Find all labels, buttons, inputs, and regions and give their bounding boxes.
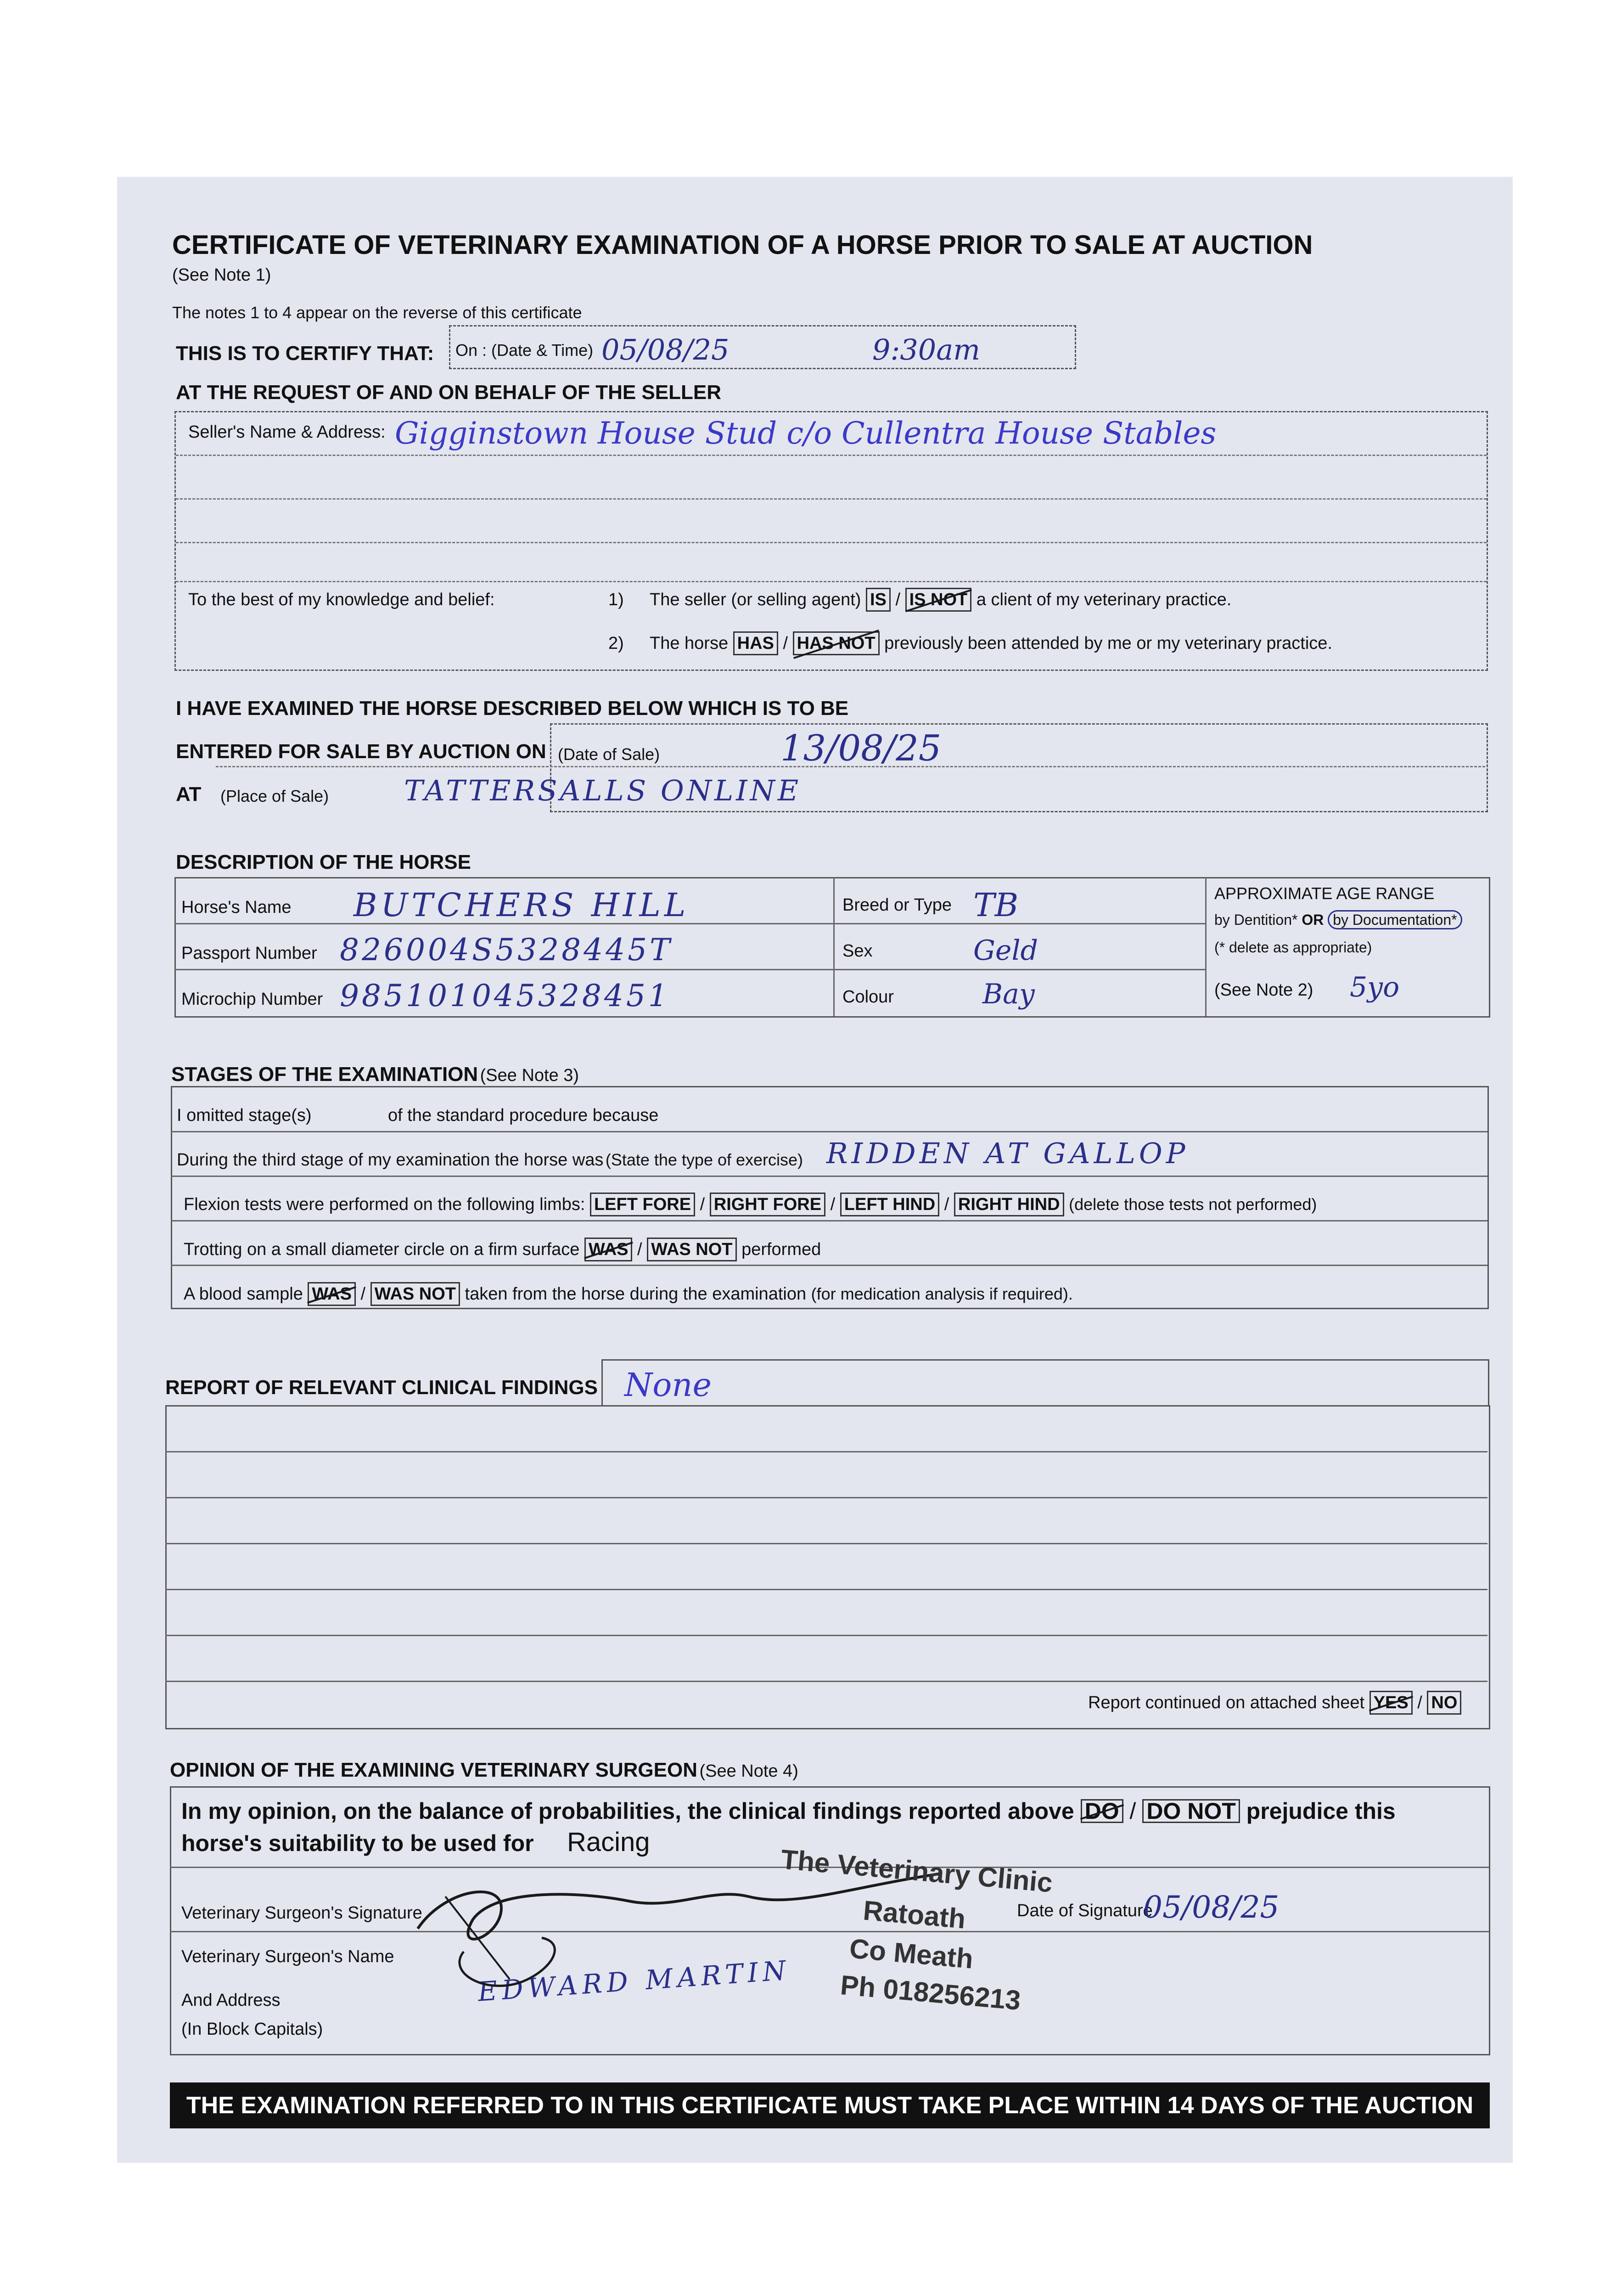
stages-row-4 — [171, 1265, 1487, 1266]
description-col-2 — [1205, 877, 1207, 1016]
breed-label: Breed or Type — [842, 895, 952, 915]
flex-slash-3: / — [944, 1195, 949, 1214]
report-heading: REPORT OF RELEVANT CLINICAL FINDINGS — [165, 1376, 598, 1399]
trotting-was-not-option[interactable]: WAS NOT — [647, 1238, 736, 1261]
belief-item-2-tail: previously been attended by me or my veterinary practice. — [884, 634, 1332, 653]
age-method — [1214, 912, 1462, 929]
left-hind-option[interactable]: LEFT HIND — [840, 1193, 939, 1216]
opinion-heading-text: OPINION OF THE EXAMINING VETERINARY SURGEON — [170, 1759, 698, 1781]
report-first-line-box — [601, 1359, 1489, 1407]
date-of-sale-value[interactable]: 13/08/25 — [780, 728, 942, 769]
left-fore-option[interactable]: LEFT FORE — [590, 1193, 695, 1216]
opinion-heading — [170, 1759, 798, 1782]
blood-was-option[interactable]: WAS — [308, 1282, 356, 1306]
third-stage-label: During the third stage of my examination the horse was — [177, 1150, 604, 1170]
flexion-label: Flexion tests were performed on the following limbs: — [184, 1195, 585, 1214]
at-label: AT — [176, 783, 202, 805]
signature-label: Veterinary Surgeon's Signature — [181, 1903, 422, 1923]
date-of-signature-value[interactable]: 05/08/25 — [1143, 1890, 1280, 1925]
third-stage-row — [177, 1150, 803, 1170]
belief-item-1-tail: a client of my veterinary practice. — [976, 590, 1232, 609]
slash-1: / — [895, 590, 901, 609]
third-stage-note: (State the type of exercise) — [605, 1150, 803, 1169]
report-line-2 — [165, 1497, 1487, 1498]
stages-heading — [171, 1063, 579, 1086]
blood-was-not-option[interactable]: WAS NOT — [370, 1282, 460, 1306]
blood-label-a: A blood sample — [184, 1284, 303, 1304]
slash-2: / — [783, 634, 788, 653]
entered-heading: ENTERED FOR SALE BY AUCTION ON — [176, 740, 546, 763]
stages-row-3 — [171, 1220, 1487, 1221]
do-option[interactable]: DO — [1081, 1799, 1123, 1823]
description-heading: DESCRIPTION OF THE HORSE — [176, 851, 471, 873]
report-no-option[interactable]: NO — [1427, 1691, 1461, 1715]
horse-name-label: Horse's Name — [181, 898, 292, 917]
description-row-1 — [174, 923, 1205, 924]
seller-request-heading: AT THE REQUEST OF AND ON BEHALF OF THE SELLER — [176, 381, 721, 404]
sex-label: Sex — [842, 941, 873, 961]
opinion-text-a: In my opinion, on the balance of probabilities, the clinical findings reported above — [181, 1798, 1074, 1824]
belief-label: To the best of my knowledge and belief: — [188, 590, 495, 609]
address-label: And Address — [181, 1991, 281, 2010]
report-continued-row — [1088, 1691, 1461, 1715]
purpose-value[interactable]: Racing — [567, 1827, 650, 1857]
page-title: CERTIFICATE OF VETERINARY EXAMINATION OF A HORSE PRIOR TO SALE AT AUCTION — [172, 230, 1313, 260]
stamp-line-3: Co Meath — [848, 1933, 975, 1975]
age-or: OR — [1302, 912, 1324, 928]
blood-slash: / — [360, 1284, 366, 1304]
report-line-6 — [165, 1681, 1487, 1682]
blood-label-b: taken from the horse during the examination — [465, 1284, 807, 1304]
age-by-dentition[interactable]: by Dentition* — [1214, 912, 1298, 928]
examined-heading: I HAVE EXAMINED THE HORSE DESCRIBED BELOW WHICH IS TO BE — [176, 697, 849, 720]
date-of-sale-label: (Date of Sale) — [558, 745, 660, 764]
age-title: APPROXIMATE AGE RANGE — [1214, 884, 1435, 903]
report-line-3 — [165, 1543, 1487, 1544]
block-capitals-label: (In Block Capitals) — [181, 2020, 323, 2039]
opinion-heading-note: (See Note 4) — [699, 1761, 798, 1781]
age-see-note: (See Note 2) — [1214, 980, 1313, 1000]
omitted-label-b: of the standard procedure because — [388, 1106, 659, 1125]
see-note-1: (See Note 1) — [172, 265, 271, 285]
opinion-statement — [181, 1798, 1396, 1824]
age-value[interactable]: 5yo — [1350, 971, 1400, 1003]
is-not-option[interactable]: IS NOT — [905, 588, 972, 612]
blood-row — [184, 1282, 1073, 1306]
belief-item-2-text: The horse — [650, 634, 729, 653]
do-not-option[interactable]: DO NOT — [1142, 1799, 1240, 1823]
seller-name-value[interactable]: Gigginstown House Stud c/o Cullentra House Stables — [395, 416, 1217, 451]
has-not-option[interactable]: HAS NOT — [793, 631, 880, 655]
microchip-label: Microchip Number — [181, 990, 323, 1009]
passport-label: Passport Number — [181, 944, 317, 963]
seller-line-1 — [176, 455, 1487, 456]
description-row-2 — [174, 969, 1205, 970]
report-continued-label: Report continued on attached sheet — [1088, 1693, 1365, 1712]
colour-label: Colour — [842, 987, 894, 1007]
stages-row-1 — [171, 1131, 1487, 1132]
stages-heading-text: STAGES OF THE EXAMINATION — [171, 1063, 478, 1086]
opinion-slash: / — [1129, 1798, 1136, 1824]
right-fore-option[interactable]: RIGHT FORE — [710, 1193, 825, 1216]
trotting-was-option[interactable]: WAS — [584, 1238, 633, 1261]
report-line-1 — [165, 1451, 1487, 1452]
stages-heading-note: (See Note 3) — [480, 1066, 579, 1085]
exam-date-value: 05/08/25 — [601, 333, 730, 366]
trotting-label: Trotting on a small diameter circle on a firm surface — [184, 1240, 580, 1259]
blood-note: (for medication analysis if required). — [811, 1284, 1073, 1303]
flex-slash-2: / — [830, 1195, 836, 1214]
flexion-note: (delete those tests not performed) — [1069, 1195, 1317, 1214]
sex-value[interactable]: Geld — [973, 934, 1038, 967]
has-option[interactable]: HAS — [733, 631, 778, 655]
belief-item-2 — [650, 631, 1332, 655]
report-line-4 — [165, 1589, 1487, 1590]
place-of-sale-value[interactable]: TATTERSALLS ONLINE — [404, 774, 802, 807]
footer-banner: THE EXAMINATION REFERRED TO IN THIS CERTIFICATE MUST TAKE PLACE WITHIN 14 DAYS OF THE AUCTION — [170, 2082, 1490, 2128]
trotting-performed: performed — [741, 1240, 821, 1259]
microchip-value[interactable]: 985101045328451 — [340, 978, 670, 1013]
belief-item-1 — [650, 588, 1231, 612]
opinion-text-b: prejudice this — [1246, 1798, 1396, 1824]
exam-time-value: 9:30am — [872, 333, 980, 366]
flex-slash-1: / — [700, 1195, 705, 1214]
opinion-text-c: horse's suitability to be used for — [181, 1830, 534, 1856]
date-time-label: On : (Date & Time) — [455, 341, 594, 360]
passport-value[interactable]: 826004S5328445T — [340, 932, 673, 968]
description-col-1 — [833, 877, 835, 1016]
belief-item-2-number: 2) — [608, 634, 624, 653]
trotting-row — [184, 1238, 821, 1261]
certify-label: THIS IS TO CERTIFY THAT: — [176, 342, 434, 365]
vet-name-value[interactable]: EDWARD MARTIN — [477, 1954, 791, 2008]
belief-item-1-number: 1) — [608, 590, 624, 609]
name-label: Veterinary Surgeon's Name — [181, 1947, 394, 1966]
notes-line: The notes 1 to 4 appear on the reverse of this certificate — [172, 303, 582, 322]
stamp-line-4: Ph 018256213 — [839, 1969, 1022, 2016]
trot-slash: / — [637, 1240, 642, 1259]
omitted-label-a: I omitted stage(s) — [177, 1106, 312, 1125]
belief-item-1-text: The seller (or selling agent) — [650, 590, 861, 609]
report-yes-option[interactable]: YES — [1369, 1691, 1413, 1715]
place-of-sale-label: (Place of Sale) — [220, 787, 329, 805]
seller-line-2 — [176, 498, 1487, 500]
age-by-documentation[interactable]: by Documentation* — [1328, 910, 1462, 929]
seller-name-label: Seller's Name & Address: — [188, 422, 386, 442]
seller-line-4 — [176, 581, 1487, 582]
third-stage-value[interactable]: RIDDEN AT GALLOP — [826, 1137, 1189, 1170]
report-line-5 — [165, 1635, 1487, 1636]
report-slash: / — [1417, 1693, 1422, 1712]
report-findings-value[interactable]: None — [624, 1366, 712, 1404]
age-delete-note: (* delete as appropriate) — [1214, 939, 1372, 956]
colour-value[interactable]: Bay — [982, 978, 1035, 1010]
stamp-line-2: Ratoath — [862, 1895, 967, 1935]
flexion-row — [184, 1193, 1317, 1216]
stamp-line-1: The Veterinary Clinic — [780, 1844, 1054, 1898]
right-hind-option[interactable]: RIGHT HIND — [954, 1193, 1064, 1216]
stages-row-2 — [171, 1176, 1487, 1177]
is-option[interactable]: IS — [866, 588, 891, 612]
seller-line-3 — [176, 542, 1487, 543]
breed-value[interactable]: TB — [973, 886, 1019, 924]
date-of-signature-label: Date of Signature — [1017, 1901, 1153, 1920]
horse-name-value[interactable]: BUTCHERS HILL — [354, 886, 690, 924]
